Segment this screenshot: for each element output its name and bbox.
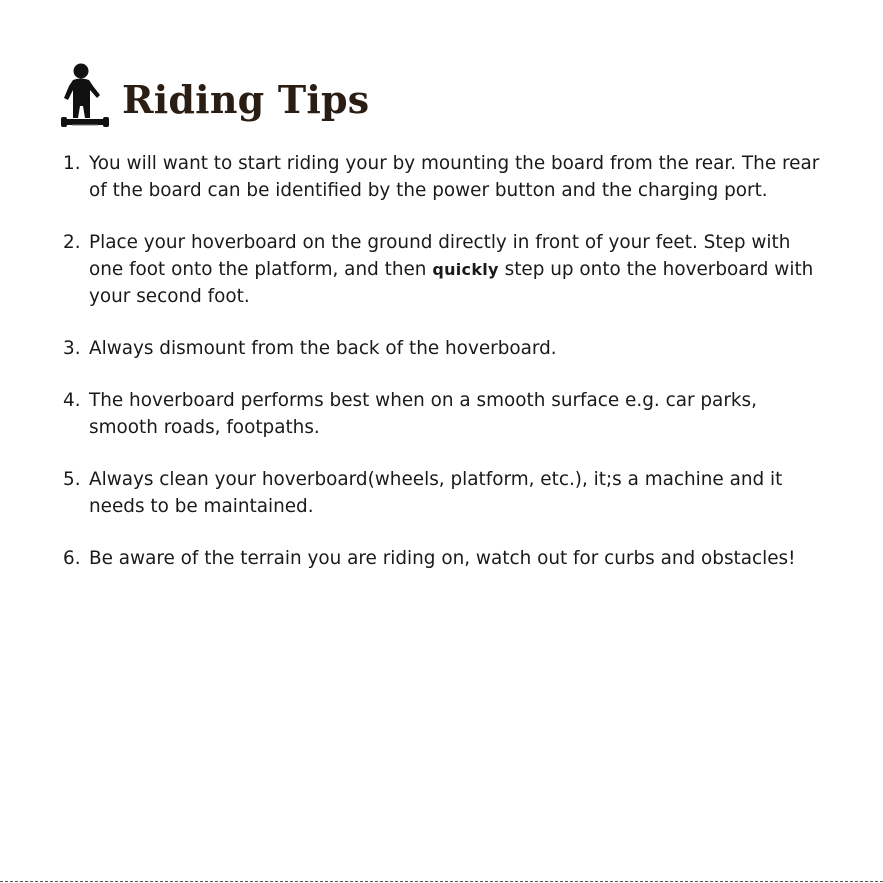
tips-list: [63, 150, 823, 597]
item-text-part: Place your hoverboard on the ground directly in front of your feet. Step with one foot onto the platform, and then: [89, 232, 791, 280]
list-item: [63, 387, 823, 441]
list-item: [63, 150, 823, 204]
item-number: 1.: [63, 153, 81, 174]
item-number: 4.: [63, 390, 81, 411]
item-number: 5.: [63, 469, 81, 490]
item-text: [89, 229, 823, 310]
item-text: Always clean your hoverboard(wheels, platform, etc.), it;s a machine and it needs to be maintained.: [89, 469, 783, 517]
list-item: [63, 229, 823, 310]
item-text-part: step up onto the hoverboard with your second foot.: [89, 259, 814, 307]
item-number: 2.: [63, 232, 81, 253]
item-text: You will want to start riding your by mounting the board from the rear. The rear of the board can be identified by the power button and the charging port.: [89, 153, 820, 201]
list-item: [63, 545, 823, 572]
item-text: The hoverboard performs best when on a smooth surface e.g. car parks, smooth roads, footpaths.: [89, 390, 757, 438]
emphasis-text: quickly: [432, 260, 499, 279]
list-item: [63, 466, 823, 520]
hoverboard-rider-icon: [60, 62, 112, 134]
page-bottom-divider: [0, 881, 883, 882]
page-title: Riding Tips: [122, 77, 370, 122]
item-number: 6.: [63, 548, 81, 569]
item-number: 3.: [63, 338, 81, 359]
item-text: Be aware of the terrain you are riding on, watch out for curbs and obstacles!: [89, 548, 796, 569]
list-item: [63, 335, 823, 362]
page-header: [60, 62, 369, 134]
item-text: Always dismount from the back of the hoverboard.: [89, 338, 557, 359]
